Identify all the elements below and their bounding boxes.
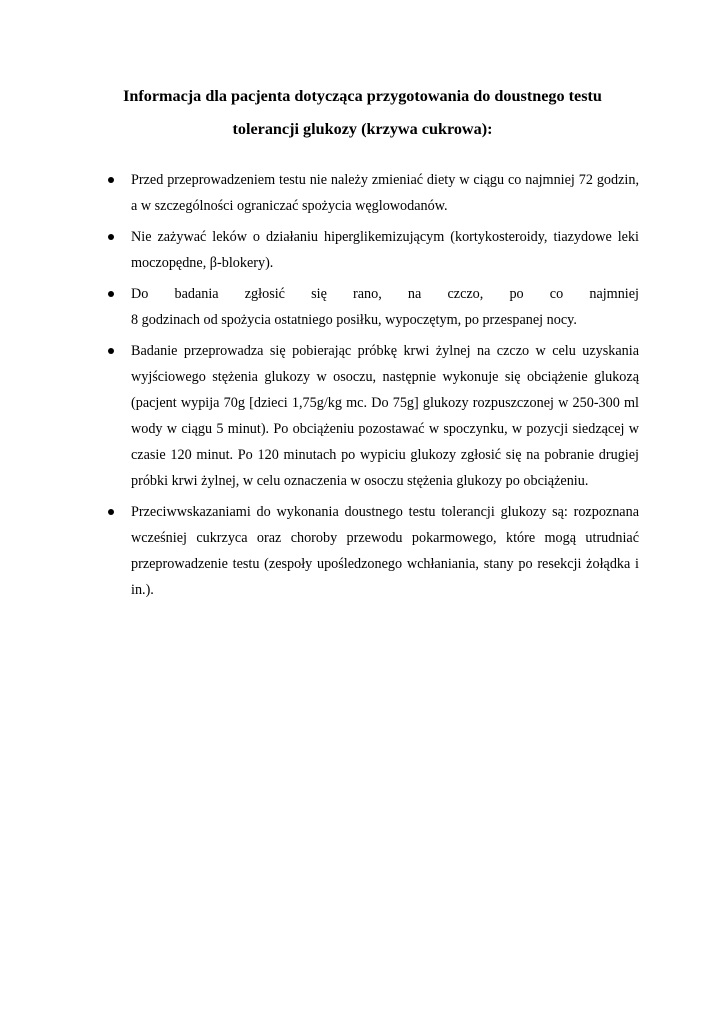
title-line-2: tolerancji glukozy (krzywa cukrowa): xyxy=(232,120,493,138)
list-item-text: Nie zażywać leków o działaniu hiperglikemizującym (kortykosteroidy, tiazydowe leki moczopędne, β-blokery). xyxy=(131,229,639,271)
list-item-text: Badanie przeprowadza się pobierając próbkę krwi żylnej na czczo w celu uzyskania wyjściowego stężenia glukozy w osoczu, następnie wykonuje się obciążenie glukozą (pacjent wypija 70g [dzieci 1,75g/kg mc. Do 75g] glukozy rozpuszczonej w 250-300 ml wody w ciągu 5 minut). Po obciążeniu pozostawać w spoczynku, w pozycji siedzącej w czasie 120 minut. Po 120 minutach po wypiciu glukozy zgłosić się na pobranie drugiej próbki krwi żylnej, w celu oznaczenia w osoczu stężenia glukozy po obciążeniu. xyxy=(131,343,639,489)
list-item xyxy=(131,499,639,603)
bullet-icon xyxy=(108,234,114,240)
bullet-icon xyxy=(108,177,114,183)
list-item-text-line-1: Do badania zgłosić się rano, na czczo, po co najmniej xyxy=(131,286,639,302)
instruction-list xyxy=(131,167,639,603)
document-title xyxy=(60,80,665,146)
list-item xyxy=(131,281,639,333)
list-item-text-line-2: 8 godzinach od spożycia ostatniego posiłku, wypoczętym, po przespanej nocy. xyxy=(131,312,577,328)
bullet-icon xyxy=(108,291,114,297)
list-item-text: Przeciwwskazaniami do wykonania doustnego testu tolerancji glukozy są: rozpoznana wcześniej cukrzyca oraz choroby przewodu pokarmowego, które mogą utrudniać przeprowadzenie testu (zespoły upośledzonego wchłaniania, stany po resekcji żołądka i in.). xyxy=(131,504,639,598)
bullet-icon xyxy=(108,509,114,515)
list-item xyxy=(131,224,639,276)
list-item xyxy=(131,338,639,494)
title-line-1: Informacja dla pacjenta dotycząca przygotowania do doustnego testu xyxy=(123,87,602,105)
bullet-icon xyxy=(108,348,114,354)
list-item-text: Przed przeprowadzeniem testu nie należy zmieniać diety w ciągu co najmniej 72 godzin, a w szczególności ograniczać spożycia węglowodanów. xyxy=(131,172,639,214)
list-item xyxy=(131,167,639,219)
